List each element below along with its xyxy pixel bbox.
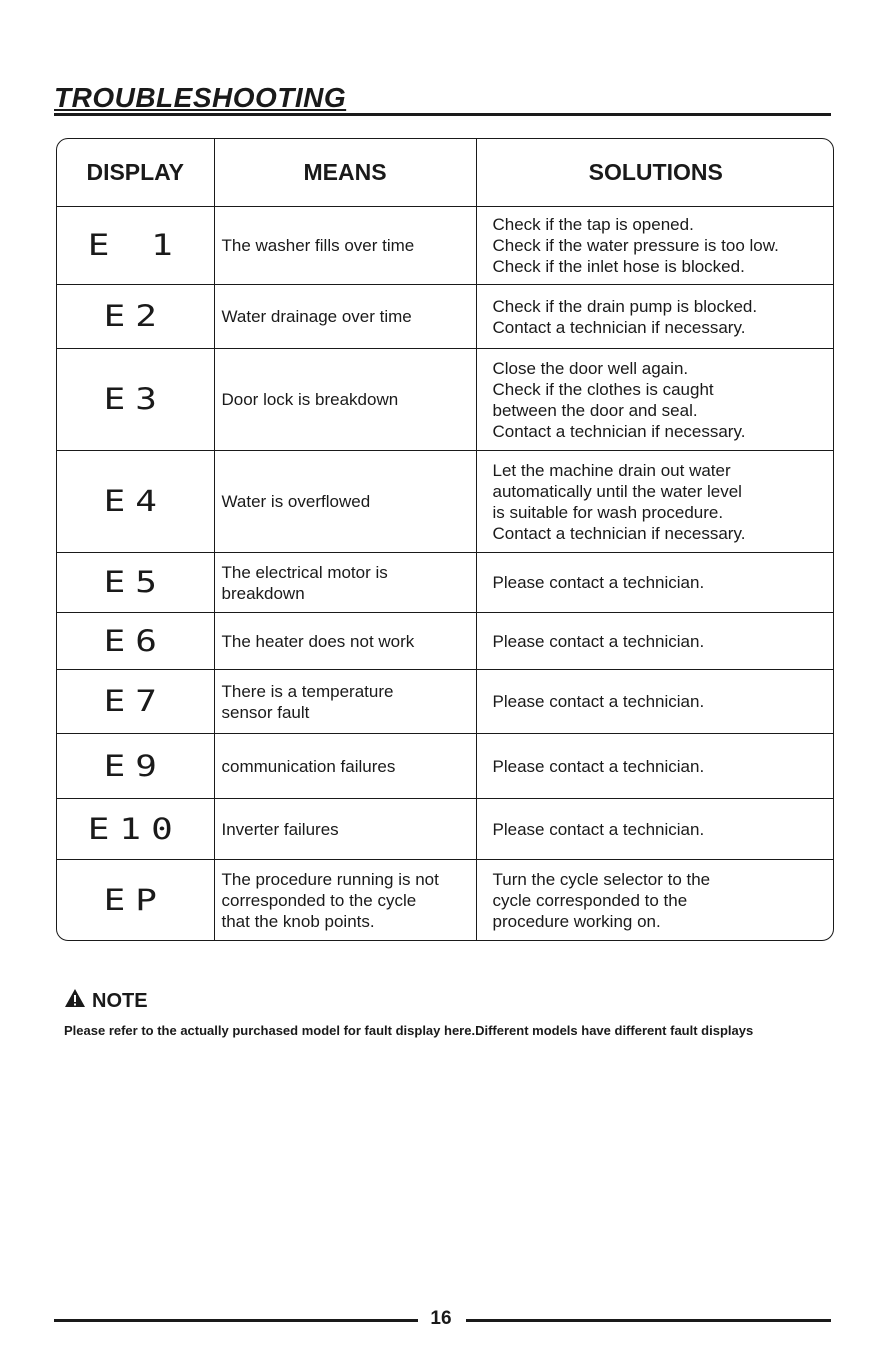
display-code-cell [57,734,214,799]
table-row [57,349,834,451]
solutions-cell: Please contact a technician. [476,553,834,613]
troubleshooting-table-frame [56,138,834,941]
table-row [57,860,834,941]
error-code-display: E2 [103,299,167,334]
means-cell: There is a temperature sensor fault [214,670,476,734]
display-code-cell [57,349,214,451]
solutions-cell: Check if the tap is opened. Check if the water pressure is too low. Check if the inlet hose is blocked. [476,207,834,285]
display-code-cell [57,613,214,670]
means-cell: Door lock is breakdown [214,349,476,451]
display-code-cell [57,451,214,553]
table-row [57,553,834,613]
title-underline-rule [54,113,831,116]
error-code-display: EP [103,883,167,918]
footer-rule-right [466,1319,831,1322]
solutions-cell: Turn the cycle selector to the cycle corresponded to the procedure working on. [476,860,834,941]
header-display: DISPLAY [57,139,214,207]
means-cell: Water drainage over time [214,285,476,349]
footer-rule-left [54,1319,418,1322]
table-row [57,613,834,670]
solutions-cell: Please contact a technician. [476,799,834,860]
error-code-display: E10 [87,812,183,846]
means-cell: communication failures [214,734,476,799]
troubleshooting-table [57,139,834,941]
page-number: 16 [430,1308,452,1329]
table-row [57,799,834,860]
table-header-row [57,139,834,207]
header-solutions: SOLUTIONS [476,139,834,207]
means-cell: Water is overflowed [214,451,476,553]
error-code-display: E3 [103,382,167,417]
means-cell: Inverter failures [214,799,476,860]
page-title: TROUBLESHOOTING [54,82,347,113]
header-means: MEANS [214,139,476,207]
display-code-cell [57,207,214,285]
error-code-display: E9 [103,749,167,783]
note-text: Please refer to the actually purchased model for fault display here.Different models have different fault displays [64,1023,754,1038]
means-cell: The heater does not work [214,613,476,670]
display-code-cell [57,285,214,349]
display-code-cell [57,860,214,941]
error-code-display: E5 [103,565,167,600]
solutions-cell: Please contact a technician. [476,670,834,734]
error-code-display: E 1 [87,228,183,263]
table-row [57,207,834,285]
means-cell: The electrical motor is breakdown [214,553,476,613]
note-label: NOTE [92,989,148,1012]
solutions-cell: Please contact a technician. [476,613,834,670]
display-code-cell [57,670,214,734]
solutions-cell: Please contact a technician. [476,734,834,799]
solutions-cell: Check if the drain pump is blocked. Contact a technician if necessary. [476,285,834,349]
means-cell: The washer fills over time [214,207,476,285]
table-row [57,285,834,349]
error-code-display: E6 [103,624,167,658]
error-code-display: E7 [103,684,167,719]
means-cell: The procedure running is not corresponded to the cycle that the knob points. [214,860,476,941]
solutions-cell: Let the machine drain out water automatically until the water level is suitable for wash procedure. Contact a technician if necessary. [476,451,834,553]
solutions-cell: Close the door well again. Check if the clothes is caught between the door and seal. Contact a technician if necessary. [476,349,834,451]
note-heading [64,988,148,1014]
display-code-cell [57,799,214,860]
table-row [57,670,834,734]
error-code-display: E4 [103,484,167,519]
table-row [57,451,834,553]
table-row [57,734,834,799]
warning-icon [64,988,86,1014]
display-code-cell [57,553,214,613]
